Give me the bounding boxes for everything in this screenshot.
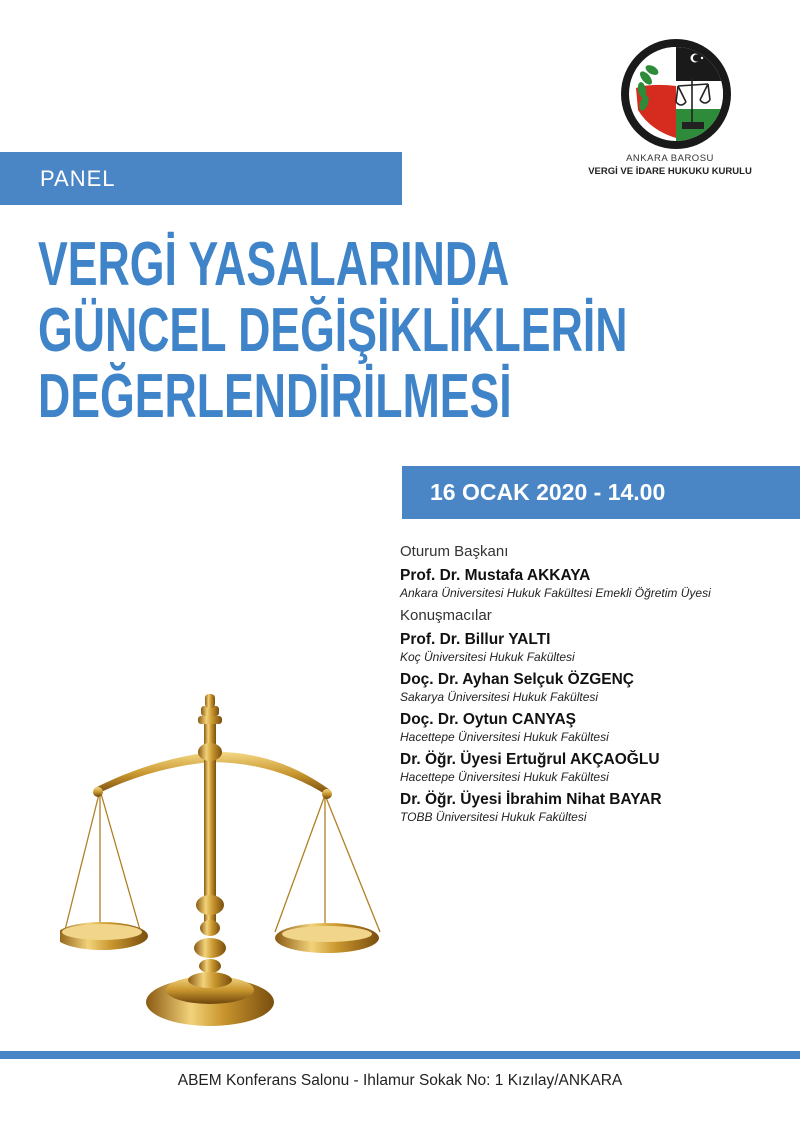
chair-label: Oturum Başkanı [400, 543, 509, 560]
org-committee: VERGİ VE İDARE HUKUKU KURULU [588, 166, 752, 177]
chair-affiliation: Ankara Üniversitesi Hukuk Fakültesi Emekli Öğretim Üyesi [400, 586, 711, 600]
speaker-name: Doç. Dr. Oytun CANYAŞ [400, 711, 576, 728]
speaker-affiliation: Sakarya Üniversitesi Hukuk Fakültesi [400, 690, 599, 704]
speaker-name: Dr. Öğr. Üyesi İbrahim Nihat BAYAR [400, 791, 662, 808]
speaker-name: Prof. Dr. Billur YALTI [400, 631, 551, 648]
title-line-3: DEĞERLENDİRİLMESİ [38, 362, 512, 431]
speaker-affiliation: Hacettepe Üniversitesi Hukuk Fakültesi [400, 770, 609, 784]
panel-label: PANEL [40, 166, 116, 191]
speakers-label: Konuşmacılar [400, 607, 492, 624]
title-line-1: VERGİ YASALARINDA [38, 230, 510, 299]
speaker-affiliation: Hacettepe Üniversitesi Hukuk Fakültesi [400, 730, 609, 744]
speaker-affiliation: TOBB Üniversitesi Hukuk Fakültesi [400, 810, 587, 824]
speaker-name: Dr. Öğr. Üyesi Ertuğrul AKÇAOĞLU [400, 751, 660, 768]
footer-divider [0, 1051, 800, 1059]
event-date-time: 16 OCAK 2020 - 14.00 [430, 479, 666, 505]
title-line-2: GÜNCEL DEĞİŞİKLİKLERİN [38, 296, 628, 365]
event-address: ABEM Konferans Salonu - Ihlamur Sokak No: 1 Kızılay/ANKARA [177, 1072, 623, 1089]
bar-association-logo [620, 38, 732, 150]
event-title [38, 230, 628, 431]
chair-name: Prof. Dr. Mustafa AKKAYA [400, 567, 591, 584]
speaker-affiliation: Koç Üniversitesi Hukuk Fakültesi [400, 650, 575, 664]
org-name: ANKARA BAROSU [626, 153, 714, 164]
speaker-name: Doç. Dr. Ayhan Selçuk ÖZGENÇ [400, 671, 634, 688]
speaker-list [400, 543, 800, 831]
scales-of-justice-illustration [60, 690, 390, 1035]
